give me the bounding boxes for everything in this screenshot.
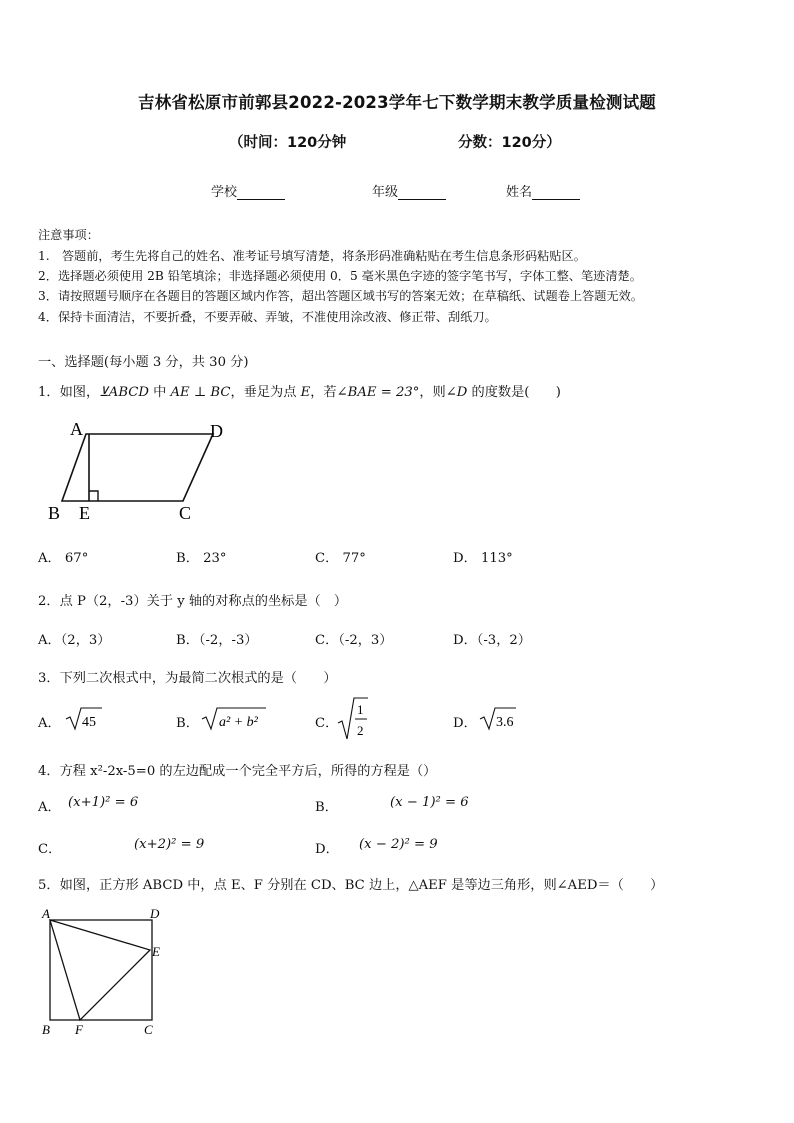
q4-value-b: (x − 1)² = 6 — [390, 795, 469, 810]
parallelogram-symbol: ⊻ — [99, 385, 109, 400]
q4-value-c: (x+2)² = 9 — [134, 837, 205, 852]
q1-target: ∠D — [445, 385, 468, 400]
note-item: 1. 答题前，考生先将自己的姓名、准考证号填写清楚，将条形码准确粘贴在考生信息条形码粘贴区。 — [38, 249, 586, 263]
q2-option-c: C．（-2，3） — [315, 633, 393, 648]
note-item: 4．保持卡面清洁，不要折叠，不要弄破、弄皱，不准使用涂改液、修正带、刮纸刀。 — [38, 310, 497, 324]
label-c: C — [179, 503, 192, 523]
label-d: D — [210, 421, 223, 441]
q3-frac-num: 1 — [357, 702, 364, 717]
q1-perp: AE ⊥ BC — [170, 385, 231, 400]
q4-option-c: C． — [38, 842, 62, 857]
label-e: E — [152, 944, 160, 959]
q1-text: 的度数是( ) — [467, 385, 561, 400]
triangle-aef — [50, 920, 150, 1020]
q1-shape: ABCD — [108, 385, 149, 400]
label-d: D — [150, 906, 160, 921]
question-1 — [38, 381, 561, 400]
school-blank — [237, 186, 285, 200]
q3-radicand-a: 45 — [82, 715, 96, 730]
q4-option-a: A． — [38, 800, 61, 815]
label-b: B — [48, 503, 61, 523]
school-label: 学校 — [211, 185, 238, 200]
parallelogram-shape — [62, 434, 213, 501]
q3-option-d: D． — [453, 716, 477, 731]
q1-point: E — [300, 385, 311, 400]
school-field — [211, 181, 285, 200]
question-4: 4．方程 x²-2x-5=0 的左边配成一个完全平方后，所得的方程是（） — [38, 764, 437, 779]
q4-option-b: B． — [315, 800, 338, 815]
q1-text: ，垂足为点 — [230, 385, 301, 400]
grade-field — [372, 181, 446, 200]
note-item: 3．请按照题号顺序在各题目的答题区域内作答，超出答题区域书写的答案无效；在草稿纸、试题卷上答题无效。 — [38, 289, 643, 303]
exam-score: 分数：120分） — [458, 135, 561, 151]
right-angle-mark — [89, 491, 98, 501]
name-label: 姓名 — [506, 185, 533, 200]
q1-option-c: C． 77° — [315, 551, 366, 566]
q3-radicand-b: a² + b² — [219, 715, 258, 730]
question-2: 2．点 P（2，-3）关于 y 轴的对称点的坐标是（ ） — [38, 594, 348, 609]
label-f: F — [75, 1022, 83, 1037]
q3-option-b: B． — [176, 716, 199, 731]
square-figure — [38, 902, 168, 1038]
q3-sqrt-a — [64, 704, 104, 734]
notes-heading: 注意事项： — [38, 228, 99, 242]
q1-angle: ∠BAE = 23° — [336, 385, 420, 400]
label-a: A — [70, 419, 83, 439]
q1-text: 中 — [148, 385, 171, 400]
q4-option-d: D． — [315, 842, 339, 857]
label-c: C — [144, 1022, 153, 1037]
q1-text: ，若 — [310, 385, 337, 400]
q1-option-a: A． 67° — [38, 551, 89, 566]
label-a: A — [42, 906, 50, 921]
grade-label: 年级 — [372, 185, 399, 200]
label-e: E — [79, 503, 90, 523]
q2-option-d: D．（-3，2） — [453, 633, 531, 648]
exam-time: （时间：120分钟 — [229, 135, 347, 151]
q3-option-c: C． — [315, 716, 339, 731]
q3-sqrt-c — [336, 695, 370, 743]
q3-sqrt-b — [200, 704, 268, 734]
q3-sqrt-d — [478, 704, 518, 734]
label-b: B — [42, 1022, 50, 1037]
q2-option-b: B．（-2，-3） — [176, 633, 258, 648]
q4-value-a: (x+1)² = 6 — [68, 795, 139, 810]
question-5: 5．如图，正方形 ABCD 中，点 E、F 分别在 CD、BC 边上，△AEF 是等边三角形，则∠AED＝（ ） — [38, 878, 664, 893]
q3-frac-den: 2 — [357, 723, 364, 738]
name-field — [506, 181, 580, 200]
q1-option-b: B． 23° — [176, 551, 227, 566]
grade-blank — [398, 186, 446, 200]
q1-text: ，则 — [419, 385, 446, 400]
page-title: 吉林省松原市前郭县2022-2023学年七下数学期末教学质量检测试题 — [138, 93, 656, 112]
question-3: 3．下列二次根式中，为最简二次根式的是（ ） — [38, 671, 337, 686]
q3-option-a: A． — [38, 716, 61, 731]
q4-value-d: (x − 2)² = 9 — [359, 837, 438, 852]
q3-radicand-d: 3.6 — [496, 715, 514, 730]
note-item: 2．选择题必须使用 2B 铅笔填涂；非选择题必须使用 0．5 毫米黑色字迹的签字笔书写，字体工整、笔迹清楚。 — [38, 269, 642, 283]
parallelogram-figure — [40, 418, 240, 528]
q2-option-a: A．（2，3） — [38, 633, 111, 648]
name-blank — [532, 186, 580, 200]
q1-option-d: D． 113° — [453, 551, 513, 566]
q1-prefix: 1．如图， — [38, 385, 100, 400]
section-title: 一、选择题(每小题 3 分，共 30 分) — [38, 355, 249, 370]
